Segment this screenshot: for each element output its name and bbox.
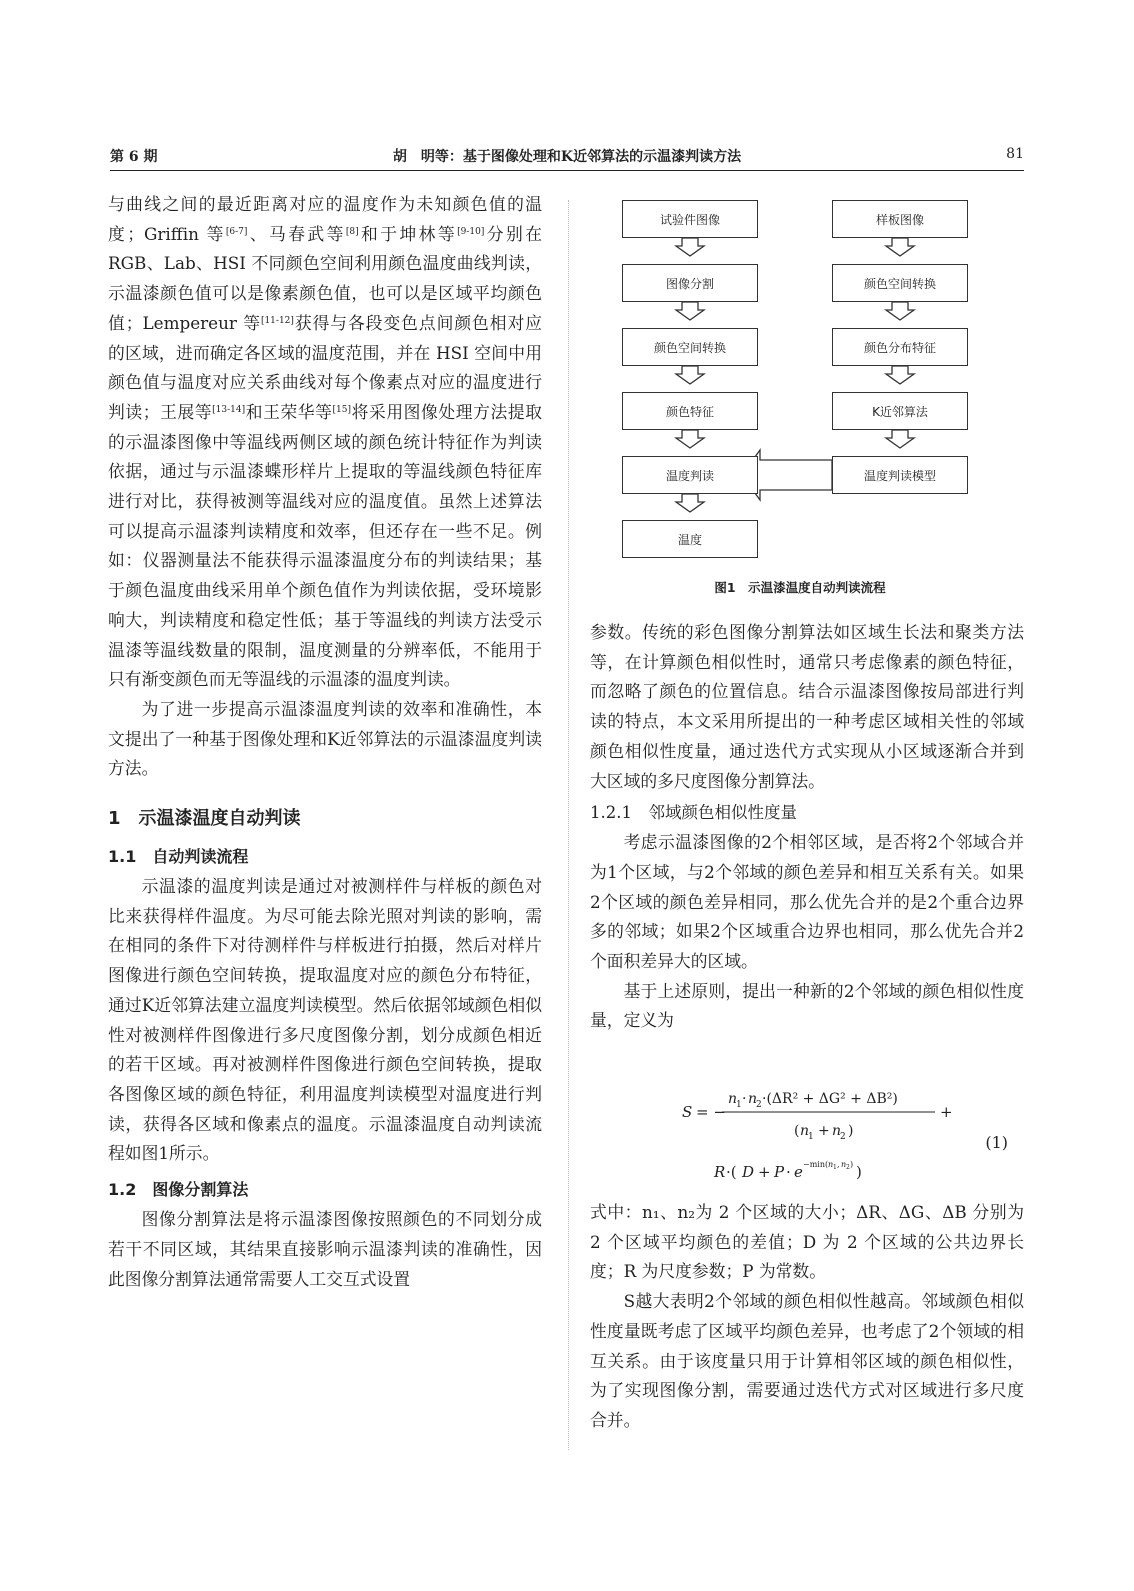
svg-text:2: 2 <box>756 1100 762 1110</box>
right-column-lower <box>590 1198 1024 1436</box>
svg-text:n: n <box>748 1091 758 1107</box>
svg-text:n: n <box>841 1160 847 1169</box>
figure-caption: 图1 示温漆温度自动判读流程 <box>714 580 886 595</box>
svg-text:n: n <box>832 1123 842 1139</box>
svg-text:·: · <box>742 1091 747 1107</box>
page-number: 81 <box>1006 146 1024 162</box>
section-heading-1: 1 示温漆温度自动判读 <box>108 808 301 830</box>
flow-box-color-distribution: 颜色分布特征 <box>832 328 968 366</box>
svg-text:1: 1 <box>808 1132 814 1142</box>
svg-text:n: n <box>800 1123 810 1139</box>
svg-text:+: + <box>758 1163 771 1181</box>
section-heading-1-2-1: 1.2.1 邻域颜色相似性度量 <box>590 803 797 823</box>
svg-text:,: , <box>837 1160 840 1169</box>
svg-text:+: + <box>818 1123 830 1139</box>
paragraph-proposal: 为了进一步提高示温漆温度判读的效率和准确性，本文提出了一种基于图像处理和K近邻算法的示温漆温度判读方法。 <box>108 698 542 779</box>
paragraph-definition: 基于上述原则，提出一种新的2个邻域的颜色相似性度量，定义为 <box>590 980 1024 1031</box>
flow-box-segmentation: 图像分割 <box>622 264 758 302</box>
section-heading-1-2: 1.2 图像分割算法 <box>108 1180 249 1200</box>
equation-graphic <box>590 1083 990 1195</box>
issue-number: 第 6 期 <box>110 149 158 165</box>
svg-text:2: 2 <box>840 1132 846 1142</box>
running-title: 胡 明等：基于图像处理和K近邻算法的示温漆判读方法 <box>392 149 742 165</box>
svg-text:n: n <box>828 1160 834 1169</box>
running-header <box>110 146 1024 168</box>
left-column <box>108 190 542 1294</box>
paragraph-variables: 式中：n₁、n₂为 2 个区域的大小；ΔR、ΔG、ΔB 分别为 2 个区域平均颜色的差值；D 为 2 个区域的公共边界长度；R 为尺度参数；P 为常数。 <box>590 1202 1024 1282</box>
paragraph-similarity: S越大表明2个邻域的颜色相似性越高。邻域颜色相似性度量既考虑了区域平均颜色差异，也考虑了2个领域的相互关系。由于该度量只用于计算相邻区域的颜色相似性，为了实现图像分割，需要通过迭代方式对区域进行多尺度合并。 <box>590 1291 1024 1430</box>
svg-text:2: 2 <box>846 1164 850 1171</box>
paragraph-neighbor: 考虑示温漆图像的2个相邻区域，是否将2个邻域合并为1个区域，与2个邻域的颜色差异和相互关系有关。如果2个区域的颜色差异相同，那么优先合并的是2个重合边界多的邻域；如果2个区域重合边界也相同，那么优先合并2个面积差异大的区域。 <box>590 832 1024 972</box>
svg-text:·(: ·( <box>726 1163 737 1181</box>
svg-text:R: R <box>714 1163 726 1181</box>
flow-box-test-image: 试验件图像 <box>622 200 758 238</box>
svg-text:S: S <box>682 1103 693 1121</box>
flow-box-knn: K近邻算法 <box>832 392 968 430</box>
paragraph-segmentation-cont: 参数。传统的彩色图像分割算法如区域生长法和聚类方法等，在计算颜色相似性时，通常只考虑像素的颜色特征，而忽略了颜色的位置信息。结合示温漆图像按局部进行判读的特点，本文采用所提出的一种考虑区域相关性的邻域颜色相似性度量，通过迭代方式实现从小区域逐渐合并到大区域的多尺度图像分割算法。 <box>590 622 1024 791</box>
equation-1 <box>590 1083 1020 1195</box>
svg-text:+: + <box>940 1103 953 1121</box>
flowchart-arrows <box>590 190 1010 570</box>
flowchart-figure-1 <box>590 190 1010 600</box>
right-column <box>590 618 1024 1036</box>
svg-text:n: n <box>728 1091 738 1107</box>
flow-box-color-space-left: 颜色空间转换 <box>622 328 758 366</box>
svg-text:): ) <box>856 1163 862 1181</box>
flow-box-temp-model: 温度判读模型 <box>832 456 968 494</box>
svg-text:e: e <box>794 1163 803 1181</box>
paragraph-process: 示温漆的温度判读是通过对被测样件与样板的颜色对比来获得样件温度。为尽可能去除光照对判读的影响，需在相同的条件下对待测样件与样板进行拍摄，然后对样片图像进行颜色空间转换，提取温度对应的颜色分布特征，通过K近邻算法建立温度判读模型。然后依据邻域颜色相似性对被测样件图像进行多尺度图像分割，划分成颜色相近的若干区域。再对被测样件图像进行颜色空间转换，提取各图像区域的颜色特征，利用温度判读模型对温度进行判读，获得各区域和像素点的温度。示温漆温度自动判读流程如图1所示。 <box>108 876 542 1164</box>
svg-text:·(ΔR² + ΔG² + ΔB²): ·(ΔR² + ΔG² + ΔB²) <box>762 1091 898 1107</box>
svg-text:1: 1 <box>833 1164 837 1171</box>
svg-text:1: 1 <box>736 1100 742 1110</box>
equation-number: (1) <box>985 1133 1008 1152</box>
svg-text:·: · <box>786 1163 791 1181</box>
section-heading-1-1: 1.1 自动判读流程 <box>108 847 249 867</box>
flow-box-temp-reading: 温度判读 <box>622 456 758 494</box>
flow-box-sample-image: 样板图像 <box>832 200 968 238</box>
flow-box-temperature: 温度 <box>622 520 758 558</box>
flow-box-color-space-right: 颜色空间转换 <box>832 264 968 302</box>
svg-text:P: P <box>774 1163 785 1181</box>
paragraph-segmentation: 图像分割算法是将示温漆图像按照颜色的不同划分成若干不同区域，其结果直接影响示温漆判读的准确性，因此图像分割算法通常需要人工交互式设置 <box>108 1209 542 1289</box>
svg-text:): ) <box>848 1123 854 1139</box>
flow-box-color-feature: 颜色特征 <box>622 392 758 430</box>
svg-text:= −: = − <box>696 1103 726 1121</box>
svg-text:D: D <box>742 1163 755 1181</box>
header-rule <box>110 170 1024 171</box>
paragraph-related-work: 与曲线之间的最近距离对应的温度作为未知颜色值的温度；Griffin 等[6-7]、马春武等[8]和于坤林等[9-10]分别在 RGB、Lab、HSI 不同颜色空间利用颜色温度曲线判读，示温漆颜色值可以是像素颜色值，也可以是区域平均颜色值；Lempereur 等[11-12]获得与各段变色点间颜色相对应的区域，进而确定各区域的温度范围，并在 HSI 空间中用颜色值与温度对应关系曲线对每个像素点对应的温度进行判读；王展等[13-14]和王荣华等[15]将采用图像处理方法提取的示温漆图像中等温线两侧区域的颜色统计特征作为判读依据，通过与示温漆蝶形样片上提取的等温线颜色特征库进行对比，获得被测等温线对应的温度值。虽然上述算法可以提高示温漆判读精度和效率，但还存在一些不足。例如：仪器测量法不能获得示温漆温度分布的判读结果；基于颜色温度曲线采用单个颜色值作为判读依据，受环境影响大，判读精度和稳定性低；基于等温线的判读方法受示温漆等温线数量的限制，温度测量的分辨率低，不能用于只有渐变颜色而无等温线的示温漆的温度判读。 <box>108 194 542 690</box>
svg-text:−min(: −min( <box>803 1160 829 1169</box>
svg-text:): ) <box>850 1160 854 1169</box>
column-divider <box>568 200 569 1450</box>
svg-text:(: ( <box>794 1123 800 1139</box>
